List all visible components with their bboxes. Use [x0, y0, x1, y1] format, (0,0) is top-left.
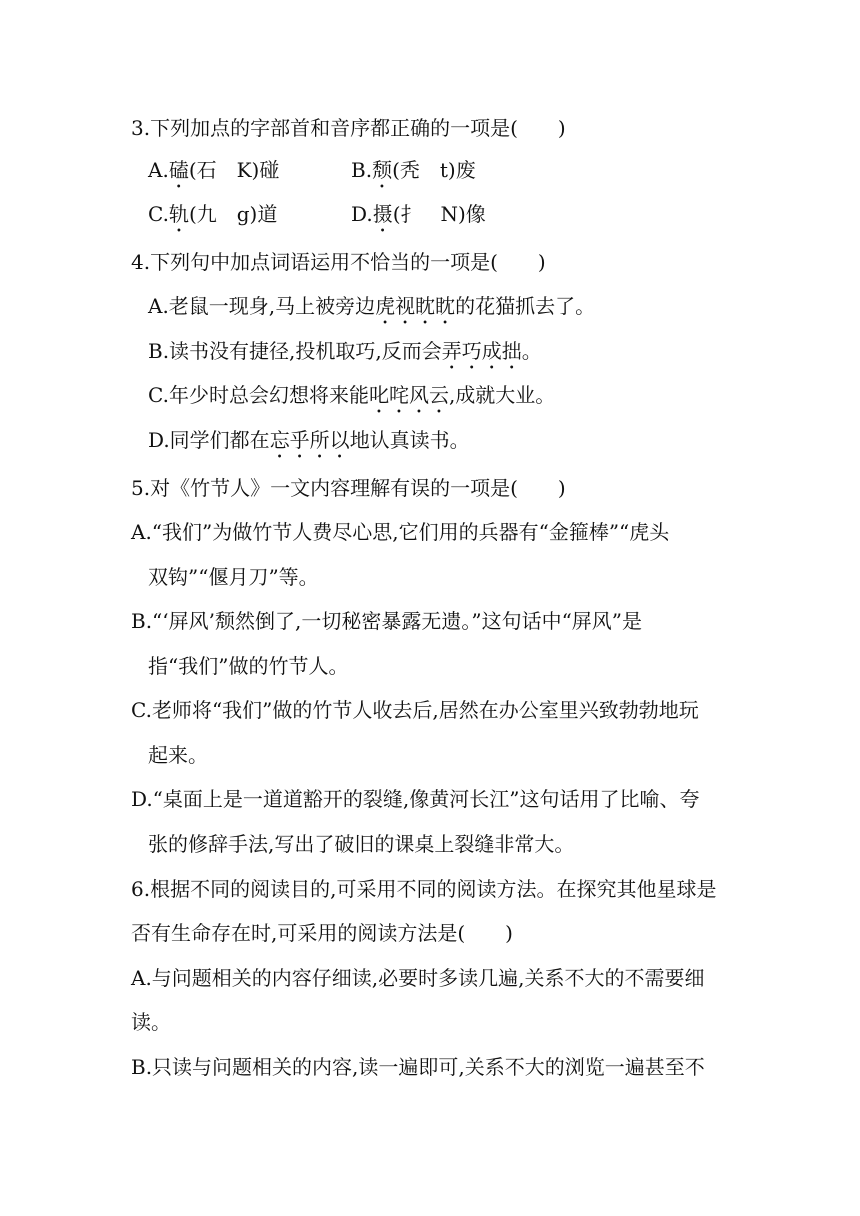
q6-option-b-line1: B.只读与问题相关的内容,读一遍即可,关系不大的浏览一遍甚至不 — [131, 1055, 705, 1079]
q5-option-d-line1: D.“桌面上是一道道豁开的裂缝,像黄河长江”这句话用了比喻、夸 — [131, 787, 700, 811]
q3-c-dotted-char: 轨 — [168, 202, 189, 226]
q3-option-a — [148, 158, 279, 193]
q4-c-pre: C.年少时总会幻想将来能 — [148, 383, 369, 407]
q3-c-label: C. — [148, 202, 169, 226]
q3-a-rest: (石 K)碰 — [188, 158, 280, 182]
q3-option-b — [351, 158, 476, 193]
q5-option-a-line2: 双钩”“偃月刀”等。 — [148, 565, 319, 589]
q4-stem: 4.下列句中加点词语运用不恰当的一项是( ) — [131, 250, 546, 274]
q5-option-b-line2: 指“我们”做的竹节人。 — [148, 654, 349, 678]
q3-d-dotted-char: 摄 — [372, 202, 393, 226]
q3-d-label: D. — [351, 202, 373, 226]
q5-option-d-line2: 张的修辞手法,写出了破旧的课桌上裂缝非常大。 — [148, 832, 575, 856]
q3-c-rest: (九 g)道 — [188, 202, 278, 226]
q6-stem-line1: 6.根据不同的阅读目的,可采用不同的阅读方法。在探究其他星球是 — [131, 877, 717, 901]
q3-option-d — [351, 202, 486, 237]
q5-option-c-line2: 起来。 — [148, 743, 208, 767]
q4-option-a — [148, 294, 595, 329]
q3-a-label: A. — [148, 158, 169, 182]
q3-stem: 3.下列加点的字部首和音序都正确的一项是( ) — [131, 116, 566, 140]
q4-a-post: 的花猫抓去了。 — [455, 294, 596, 318]
q4-a-dotted: 虎视眈眈 — [375, 294, 456, 318]
q4-a-pre: A.老鼠一现身,马上被旁边 — [148, 294, 376, 318]
q4-d-post: 地认真读书。 — [349, 428, 470, 452]
q3-b-label: B. — [351, 158, 373, 182]
q4-option-d — [148, 428, 470, 463]
q5-option-c-line1: C.老师将“我们”做的竹节人收去后,居然在办公室里兴致勃勃地玩 — [131, 698, 699, 722]
q6-option-a-line1: A.与问题相关的内容仔细读,必要时多读几遍,关系不大的不需要细 — [131, 966, 705, 990]
q4-b-dotted: 弄巧成拙 — [441, 339, 522, 363]
q4-d-pre: D.同学们都在 — [148, 428, 270, 452]
q3-option-c — [148, 202, 277, 237]
q6-stem-line2: 否有生命存在时,可采用的阅读方法是( ) — [131, 921, 513, 945]
q5-option-a-line1: A.“我们”为做竹节人费尽心思,它们用的兵器有“金箍棒”“虎头 — [131, 520, 670, 544]
q3-a-dotted-char: 磕 — [168, 158, 189, 182]
q4-option-c — [148, 383, 555, 418]
q3-b-dotted-char: 颓 — [372, 158, 393, 182]
q4-c-post: ,成就大业。 — [448, 383, 556, 407]
q5-option-b-line1: B.“‘屏风’颓然倒了,一切秘密暴露无遗。”这句话中“屏风”是 — [131, 609, 643, 633]
q4-c-dotted: 叱咤风云 — [368, 383, 449, 407]
q6-option-a-line2: 读。 — [131, 1010, 171, 1034]
q4-b-post: 。 — [521, 339, 542, 363]
q3-d-rest: (扌 N)像 — [392, 202, 486, 226]
q5-stem: 5.对《竹节人》一文内容理解有误的一项是( ) — [131, 476, 566, 500]
q4-d-dotted: 忘乎所以 — [269, 428, 350, 452]
q3-b-rest: (秃 t)废 — [392, 158, 476, 182]
q4-b-pre: B.读书没有捷径,投机取巧,反而会 — [148, 339, 442, 363]
q4-option-b — [148, 339, 542, 374]
